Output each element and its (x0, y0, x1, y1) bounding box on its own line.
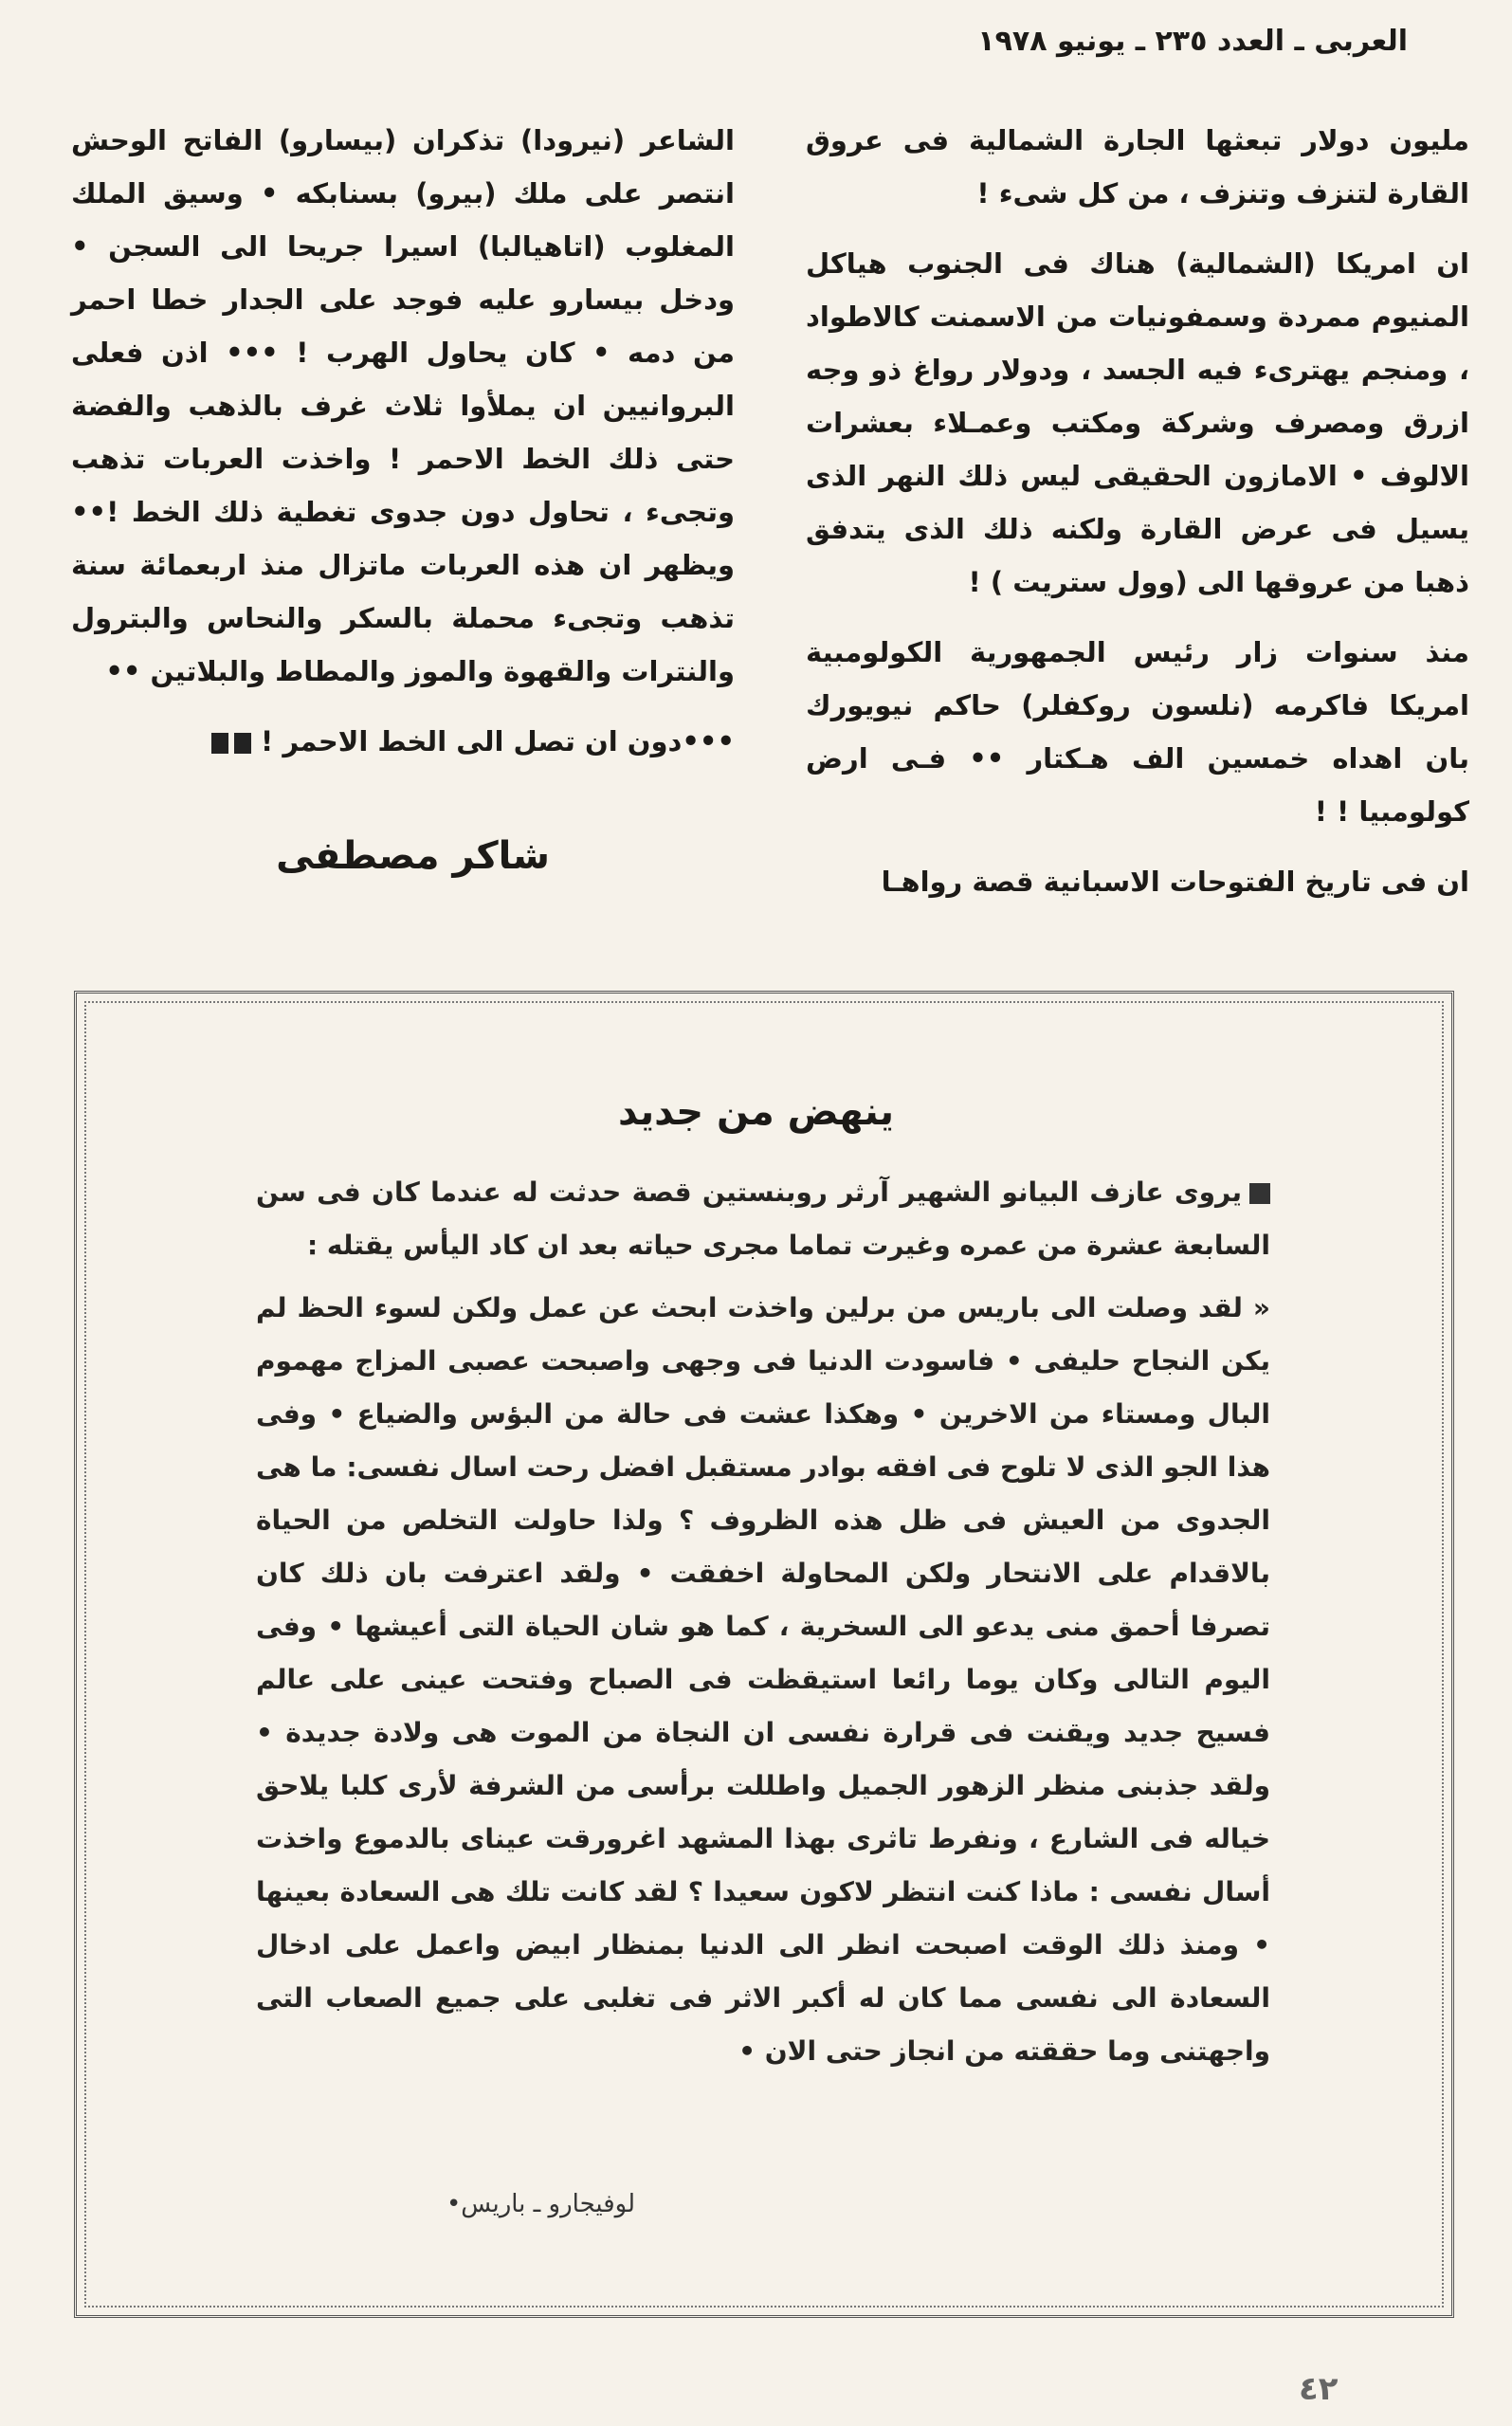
paragraph: ان فى تاريخ الفتوحات الاسبانية قصة رواهـا (881, 866, 1469, 898)
closing-text: •••دون ان تصل الى الخط الاحمر ! (261, 725, 735, 757)
box-source: لوفيجارو ـ باريس• (446, 2190, 635, 2218)
paragraph: ان امريكا (الشمالية) هناك فى الجنوب هياكل المنيوم ممردة وسمفونيات من الاسمنت كالاطواد ، ومنجم يهترىء فيه الجسد ، ودولار رواغ ذو وجه ازرق ومصرف وشركة ومكتب وعمـلاء بعشرات الالوف • الامازون الحقيقى ليس ذلك النهر الذى يسيل فى عرض القارة ولكنه ذلك الذى يتدفق ذهبا من عروقها الى (وول ستريت ) ! (806, 247, 1469, 598)
end-mark-icon (211, 733, 228, 754)
box-quote: « لقد وصلت الى باريس من برلين واخذت ابحث عن عمل ولكن لسوء الحظ لم يكن النجاح حليفى • فاسودت الدنيا فى وجهى واصبحت عصبى المزاج مهموم البال ومستاء من الاخرين • وهكذا عشت فى حالة من البؤس والضياع • وفى هذا الجو الذى لا تلوح فى افقه بوادر مستقبل افضل رحت اسال نفسى: ما هى الجدوى من العيش فى ظل هذه الظروف ؟ ولذا حاولت التخلص من الحياة بالاقدام على الانتحار ولكن المحاولة اخفقت • ولقد اعترفت بان ذلك كان تصرفا أحمق منى يدعو الى السخرية ، كما هو شان الحياة التى أعيشها • وفى اليوم التالى وكان يوما رائعا استيقظت فى الصباح وفتحت عينى على عالم فسيح جديد ويقنت فى قرارة نفسى ان النجاة من الموت هى ولادة جديدة • ولقد جذبنى منظر الزهور الجميل واطللت برأسى من الشرفة لأرى كلبا يلاحق خياله فى الشارع ، ونفرط تاثرى بهذا المشهد اغرورقت عيناى بالدموع واخذت أسال نفسى : ماذا كنت انتظر لاكون سعيدا ؟ لقد كانت تلك هى السعادة بعينها • ومنذ ذلك الوقت اصبحت انظر الى الدنيا بمنظار ابيض واعمل على ادخال السعادة الى نفسى مما كان له أكبر الاثر فى تغلبى على جميع الصعاب التى واجهتنى وما حققته من انجاز حتى الان • (256, 1292, 1270, 2067)
box-intro (256, 1166, 1270, 1272)
box-intro-text: يروى عازف البيانو الشهير آرثر روبنستين قصة حدثت له عندما كان فى سن السابعة عشرة من عمره وغيرت تماما مجرى حياته بعد ان كاد اليأس يقتله : (256, 1177, 1270, 1261)
left-column (71, 114, 735, 785)
box-title: ينهض من جديد (618, 1090, 894, 1134)
author-signature: شاكر مصطفى (276, 834, 550, 878)
box-body (256, 1166, 1270, 2078)
end-mark-icon (234, 733, 251, 754)
paragraph: منذ سنوات زار رئيس الجمهورية الكولومبية امريكا فاكرمه (نلسون روكفلر) حاكم نيويورك بان اهداه خمسين الف هـكتار •• فـى ارض كولومبيا ! ! (806, 636, 1469, 828)
running-header: العربى ـ العدد ٢٣٥ ـ يونيو ١٩٧٨ (977, 25, 1408, 58)
paragraph: مليون دولار تبعثها الجارة الشمالية فى عروق القارة لتنزف وتنزف ، من كل شىء ! (806, 124, 1469, 210)
closing-line (71, 715, 735, 768)
right-column (806, 114, 1469, 925)
square-bullet-icon (1249, 1183, 1270, 1204)
page-number: ٤٢ (1299, 2370, 1339, 2408)
paragraph: الشاعر (نيرودا) تذكران (بيسارو) الفاتح الوحش انتصر على ملك (بيرو) بسنابكه • وسيق الملك المغلوب (اتاهيالبا) اسيرا جريحا الى السجن • ودخل بيسارو عليه فوجد على الجدار خطا احمر من دمه • كان يحاول الهرب ! ••• اذن فعلى البروانيين ان يملأوا ثلاث غرف بالذهب والفضة حتى ذلك الخط الاحمر ! واخذت العربات تذهب وتجىء ، تحاول دون جدوى تغطية ذلك الخط !•• ويظهر ان هذه العربات ماتزال منذ اربعمائة سنة تذهب وتجىء محملة بالسكر والنحاس والبترول والنترات والقهوة والموز والمطاط والبلاتين •• (71, 124, 735, 687)
